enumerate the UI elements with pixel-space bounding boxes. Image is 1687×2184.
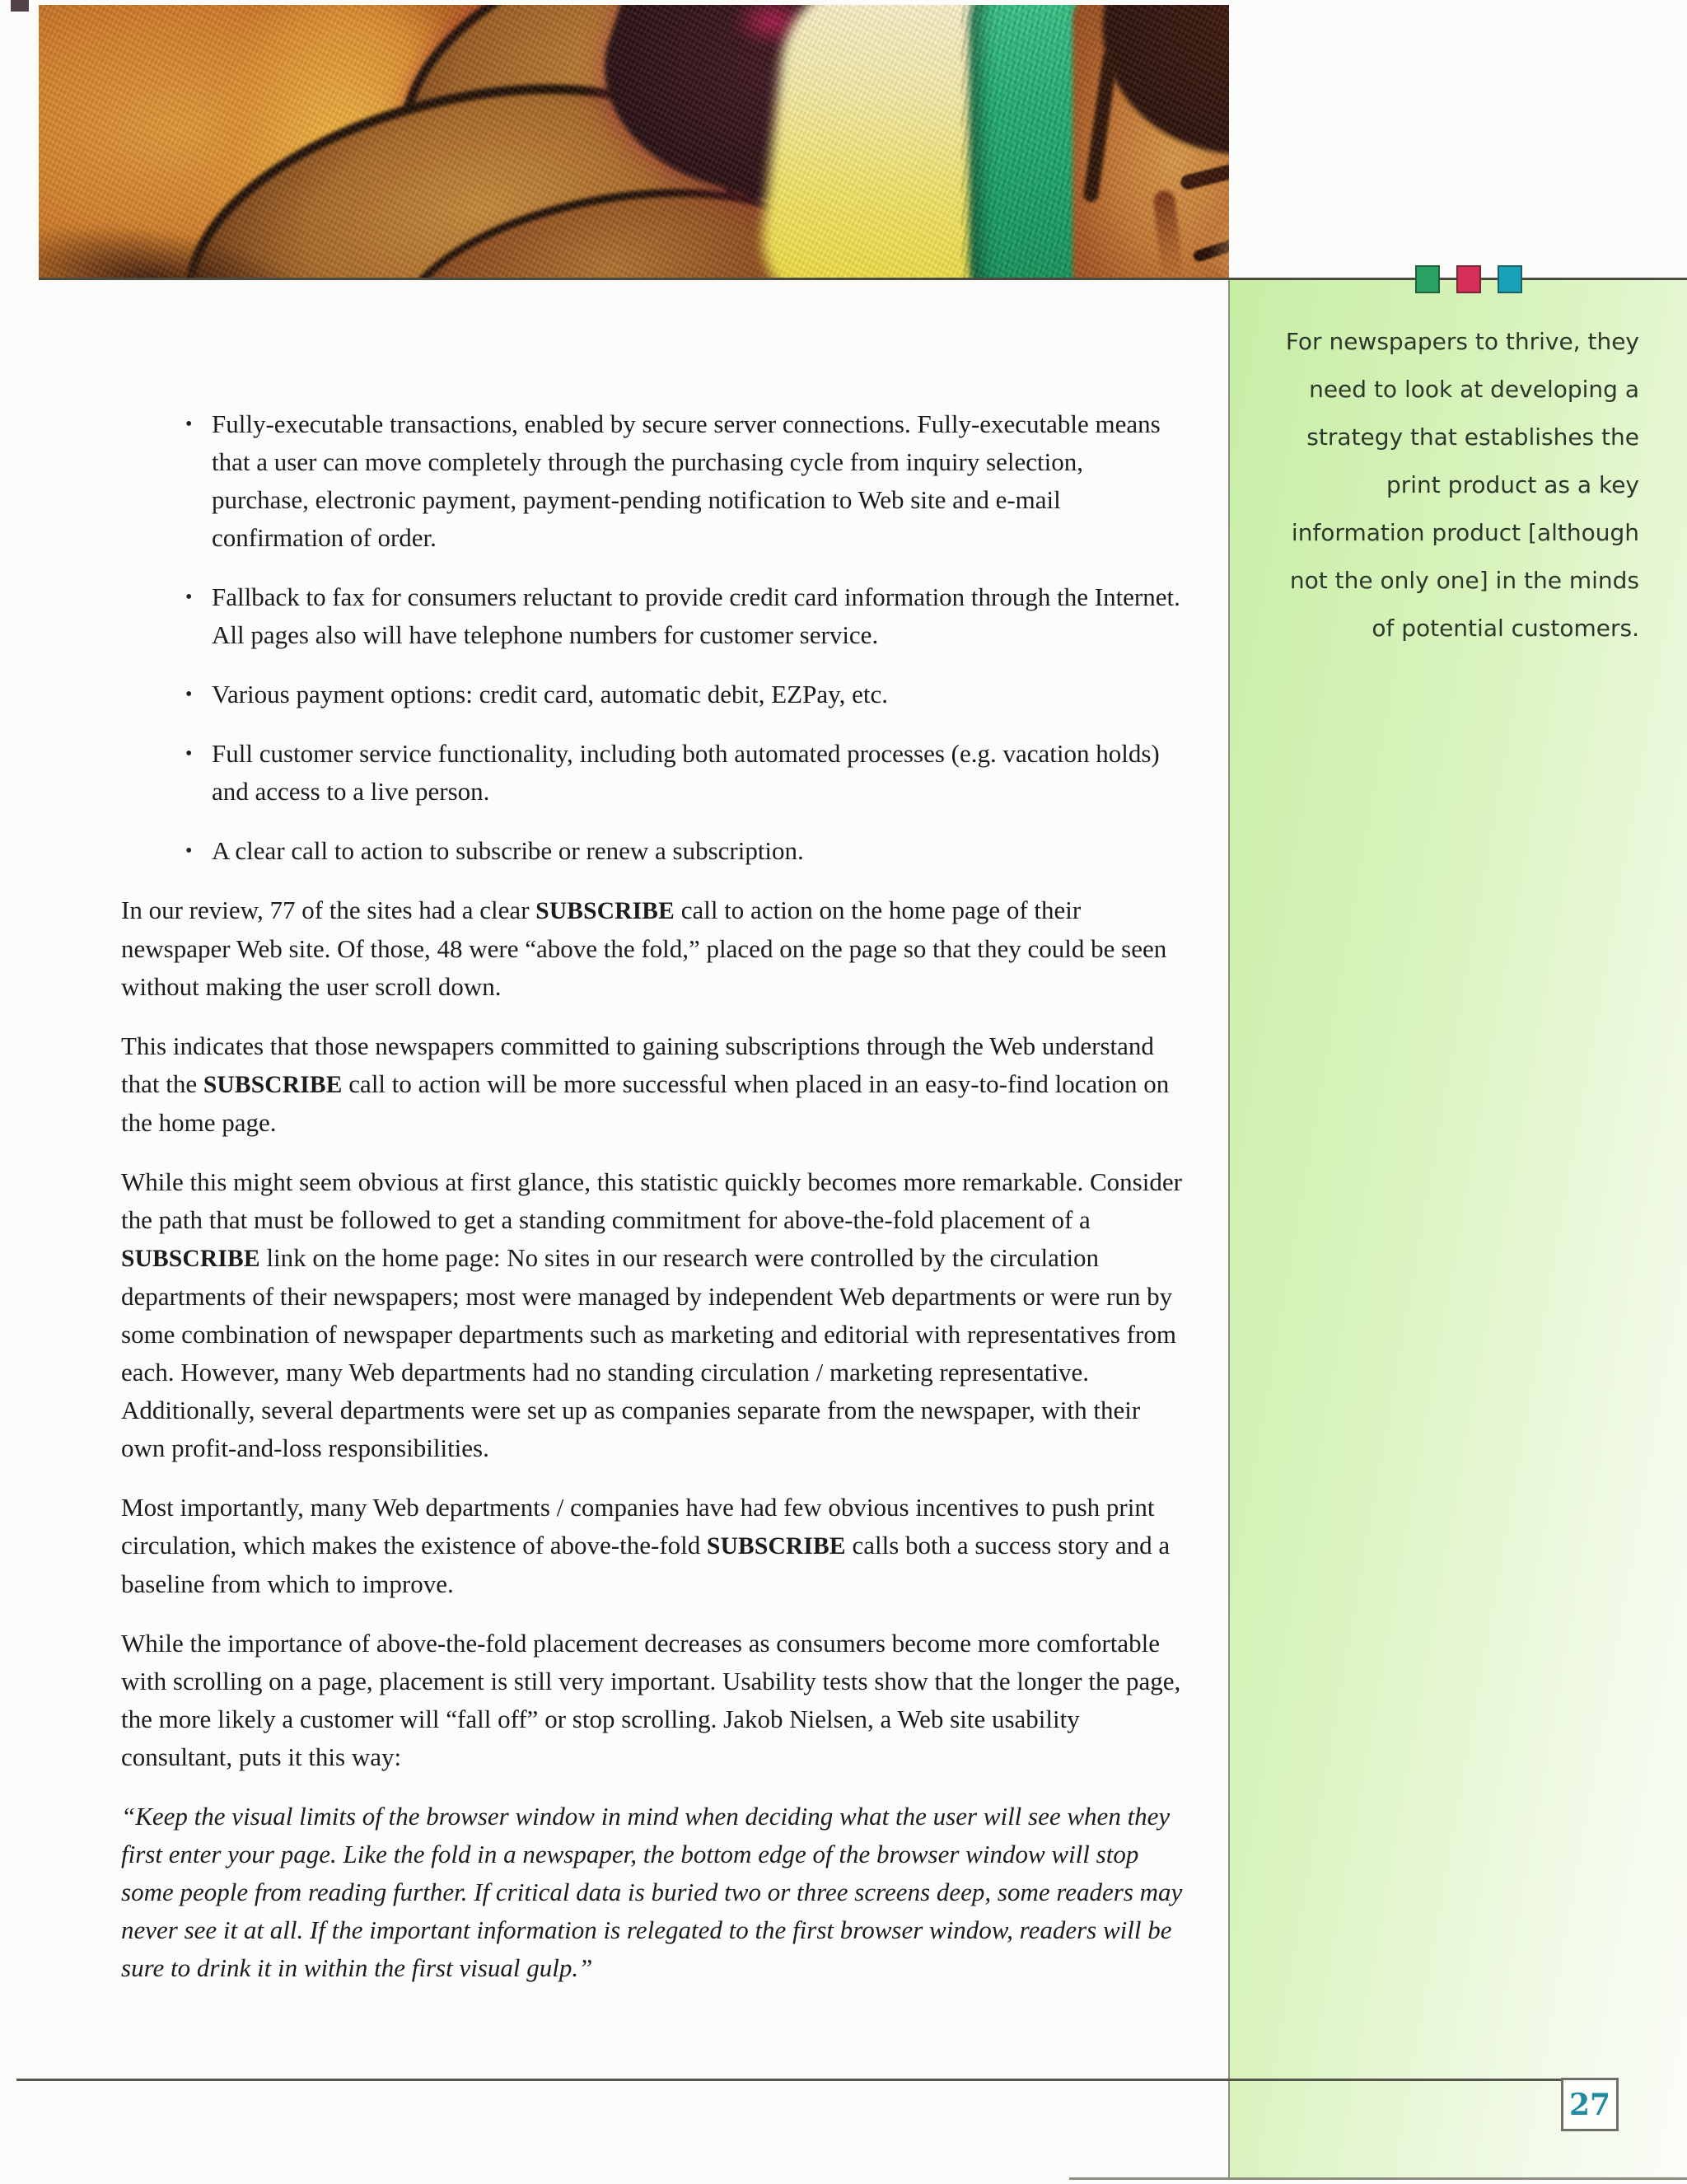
bullet-text: Various payment options: credit card, automatic debit, EZPay, etc.: [212, 680, 888, 709]
main-text-column: [121, 405, 1185, 1987]
bullet-text: Fully-executable transactions, enabled by secure server connections. Fully-executable means that a user can move completely through the purchasing cycle from inquiry selection, purchase, electronic payment, payment-pending notification to Web site and e-mail confirmation of order.: [212, 409, 1161, 552]
decoration-square-green: [1415, 265, 1440, 293]
bullet-text: Full customer service functionality, including both automated processes (e.g. vacation holds) and access to a live person.: [212, 739, 1160, 806]
bullet-dot-icon: •: [185, 840, 193, 862]
bullet-item: [121, 735, 1185, 811]
sidebar-pull-quote: For newspapers to thrive, they need to look at developing a strategy that establishes the print product as a key information product [although not the only one] in the minds of potential customers.: [1285, 328, 1639, 642]
bullet-item: [121, 578, 1185, 654]
page-number: 27: [1568, 2087, 1611, 2122]
body-paragraph: While this might seem obvious at first glance, this statistic quickly becomes more remarkable. Consider the path that must be followed to get a standing commitment for above-the-fold placement of a SUBSCRIBE link on the home page: No sites in our research were controlled by the circulation departments of their newspapers; most were managed by independent Web departments or were run by some combination of newspaper departments such as marketing and editorial with representatives from each. However, many Web departments had no standing circulation / marketing representative. Additionally, several departments were set up as companies separate from the newspaper, with their own profit-and-loss responsibilities.: [121, 1167, 1182, 1462]
bullet-list: [121, 405, 1185, 870]
bullet-text: A clear call to action to subscribe or renew a subscription.: [212, 836, 804, 865]
bullet-dot-icon: •: [185, 414, 193, 435]
artwork-grain-texture: [39, 5, 1229, 279]
block-quote-paragraph: “Keep the visual limits of the browser window in mind when deciding what the user will see when they first enter your page. Like the fold in a newspaper, the bottom edge of the browser window will stop some people from reading further. If critical data is buried two or three screens deep, some readers may never see it at all. If the important information is relegated to the first browser window, readers will be sure to drink it in within the first visual gulp.”: [121, 1802, 1183, 1982]
body-paragraph: Most importantly, many Web departments / companies have had few obvious incentives to push print circulation, which makes the existence of above-the-fold SUBSCRIBE calls both a success story and a baseline from which to improve.: [121, 1493, 1171, 1598]
body-paragraph: This indicates that those newspapers committed to gaining subscriptions through the Web understand that the SUBSCRIBE call to action will be more successful when placed in an easy-to-find location on the home page.: [121, 1031, 1170, 1137]
bullet-text: Fallback to fax for consumers reluctant to provide credit card information through the Internet. All pages also will have telephone numbers for customer service.: [212, 582, 1180, 649]
bullet-item: [121, 405, 1185, 557]
decoration-square-crimson: [1456, 265, 1481, 293]
bullet-item: [121, 676, 1185, 713]
bullet-dot-icon: •: [185, 587, 193, 608]
decoration-square-teal: [1498, 265, 1522, 293]
body-paragraph: While the importance of above-the-fold placement decreases as consumers become more comfortable with scrolling on a page, placement is still very important. Usability tests show that the longer the page, the more likely a customer will “fall off” or stop scrolling. Jakob Nielsen, a Web site usability consultant, puts it this way:: [121, 1629, 1181, 1771]
page-number-box: [1561, 2078, 1619, 2131]
footer-horizontal-rule: [16, 2079, 1561, 2081]
body-paragraph: In our review, 77 of the sites had a clear SUBSCRIBE call to action on the home page of their newspaper Web site. Of those, 48 were “above the fold,” placed on the page so that they could be seen without making the user scroll down.: [121, 896, 1167, 1001]
corner-ink-mark: [11, 0, 29, 12]
bullet-item: [121, 832, 1185, 870]
bullet-dot-icon: •: [185, 684, 193, 705]
footer-lower-rule: [1069, 2177, 1687, 2180]
bullet-dot-icon: •: [185, 743, 193, 765]
header-artwork: [39, 5, 1229, 279]
